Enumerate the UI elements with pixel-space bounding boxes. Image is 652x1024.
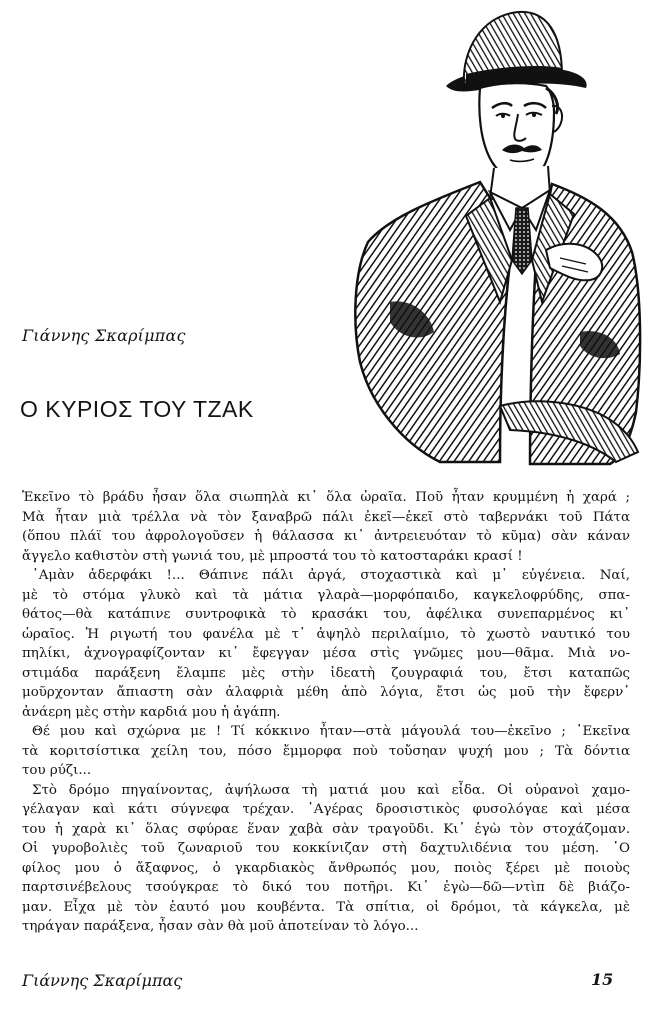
- text-line: μὲ τὸ στόμα γλυκὸ καὶ τὰ μάτια γλαρὰ—μορφόπαιδο, καγκελοφρύδης, σπα-: [22, 587, 630, 603]
- story-body: [22, 488, 630, 937]
- text-line: μοῦρχονταν ἄπιαστη σὰν ἀλαφριὰ μέθη ἀπὸ λόγια, ἔτσι ὡς μοῦ τὴν ἔφερν᾽: [22, 685, 630, 700]
- author-name: Γιάννης Σκαρίμπας: [22, 326, 186, 345]
- text-line: Οἱ γυροβολιὲς τοῦ ζωναριοῦ του κοκκίνιζαν στὴ δαχτυλιδένια του μέση. ῾Ο: [22, 841, 630, 856]
- text-line: του ρύζι...: [22, 763, 92, 778]
- text-line: Ἐκεῖνο τὸ βράδυ ἦσαν ὅλα σιωπηλὰ κι᾽ ὅλα ὡραῖα. Ποῦ ἦταν κρυμμένη ἡ χαρά ;: [22, 490, 630, 505]
- paragraph-3: [22, 722, 630, 781]
- text-line: (ὅπου πλάϊ του ἀφρολογοῦσεν ἡ θάλασσα κι᾽ ἀντρειευόταν τὸ κῦμα) σὰν κάναν: [22, 529, 630, 544]
- paragraph-4: [22, 781, 630, 937]
- text-line: παρτσινέβελους τσούγκραε τὸ δικό του ποτῆρι. Κι᾽ ἐγὼ—δῶ—ντὶπ δὲ βιάζο-: [22, 880, 630, 895]
- paragraph-2: [22, 566, 630, 722]
- text-line: Θέ μου καὶ σχώρνα με ! Τί κόκκινο ἦταν—στὰ μάγουλά του—ἐκεῖνο ; ᾽Εκεῖνα: [32, 724, 630, 739]
- text-line: του ἡ χαρὰ κι᾽ ὅλας σφύραε ἕναν χαβὰ σὰν τραγοῦδι. Κι᾽ ἐγὼ τὸν στοχάζομαν.: [22, 821, 630, 837]
- text-line: τηράγαν παράξενα, ἦσαν σὰν θὰ μοῦ ἀποτείναν τὸ λόγο...: [22, 919, 419, 934]
- text-line: Στὸ δρόμο πηγαίνοντας, ἀψήλωσα τὴ ματιά μου καὶ εἶδα. Οἱ οὐρανοὶ χαμο-: [32, 782, 630, 798]
- text-line: ᾽Αμὰν ἀδερφάκι !... Θάπινε πάλι ἀργά, στοχαστικὰ καὶ μ᾽ εὐγένεια. Ναί,: [32, 568, 630, 583]
- paragraph-1: [22, 488, 630, 566]
- text-line: πηλίκι, ἀχνογραφίζονταν κι᾽ ἔφεγγαν μέσα στὶς γνῶμες μου—θᾶμα. Μιὰ νο-: [22, 646, 630, 661]
- text-line: μαν. Εἶχα μὲ τὸν ἑαυτό μου κουβέντα. Τὰ σπίτια, οἱ δρόμοι, τὰ κάγκελα, μὲ: [22, 899, 630, 915]
- text-line: Μὰ ἦταν μιὰ τρέλλα νὰ τὸν ξαναβρῶ πάλι ἐκεῖ—ἐκεῖ στὸ ταβερνάκι τοῦ Πάτα: [22, 509, 630, 525]
- text-line: ἀνάερη μὲς στὴν καρδιά μου ἡ ἀγάπη.: [22, 704, 281, 720]
- story-title: Ο ΚΥΡΙΟΣ ΤΟΥ ΤΖΑΚ: [20, 396, 254, 422]
- text-line: τὰ κοριτσίστικα χείλη του, πόσο ἔμμορφα ποὺ τοὔσηαν ψυχή μου ; Τὰ δόντια: [22, 743, 630, 759]
- text-line: θάτος—θὰ κατάπινε συντροφικὰ τὸ κρασάκι του, ἀφέλικα συνεπαρμένος κι᾽: [22, 607, 630, 622]
- text-line: ἄγγελο καθιστὸν στὴ γωνιά του, μὲ μπροστά του τὸ κατοσταράκι κρασί !: [22, 548, 523, 564]
- portrait-illustration: [350, 2, 646, 466]
- text-line: ὡραῖος. Ἡ ριγωτή του φανέλα μὲ τ᾽ ἀψηλὸ περιλαίμιο, τὸ χωστὸ ναυτικό του: [22, 626, 630, 642]
- text-line: φίλος μου ὁ ἄξαφνος, ὁ γκαρδιακὸς ἄνθρωπός μου, ποιὸς ξέρει μὲ ποιοὺς: [22, 860, 630, 876]
- text-line: στιμάδα παράξενη ἔλαμπε μὲς στὴν ἰδεατὴ ζουγραφιά του, ἔτσι καταπῶς: [22, 665, 630, 681]
- footer-author: Γιάννης Σκαρίμπας: [22, 971, 183, 990]
- page-number: 15: [591, 970, 614, 989]
- text-line: γέλαγαν καὶ κάτι σύγνεφα τρέχαν. ᾽Αγέρας δροσιστικὸς φυσολόγαε καὶ μέσα: [22, 802, 630, 817]
